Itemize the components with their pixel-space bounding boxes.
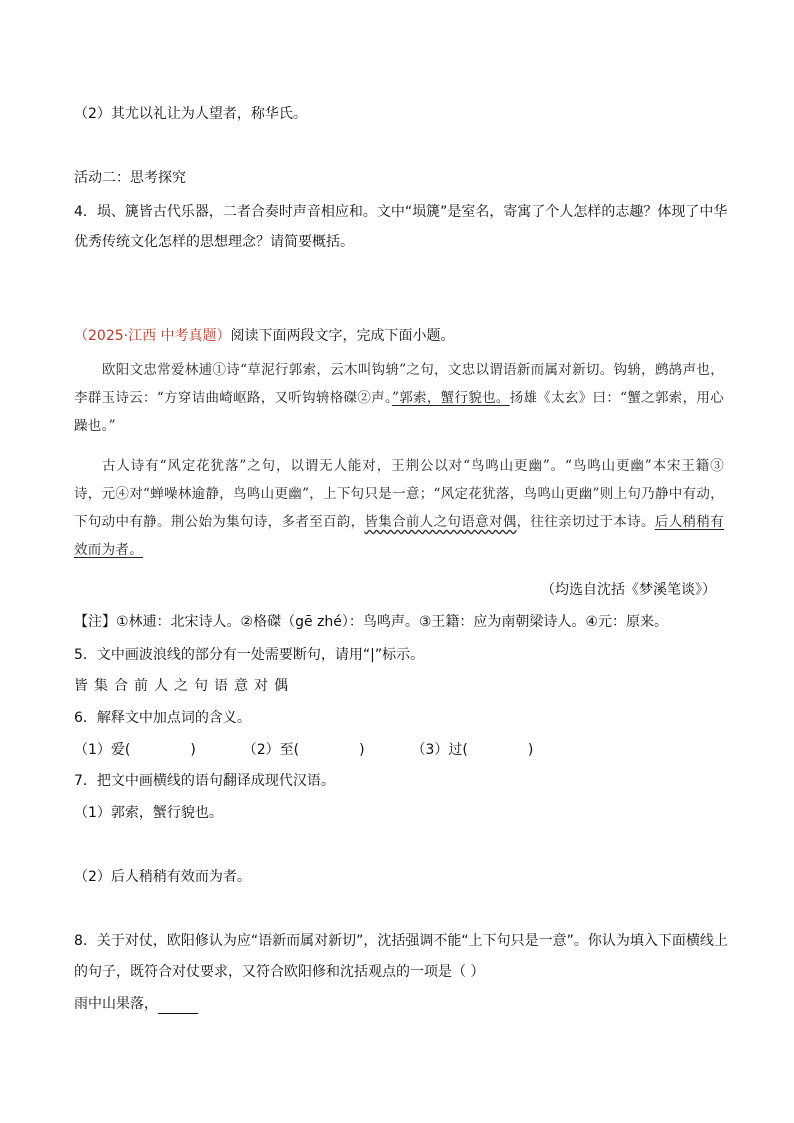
underlined-sentence-2: 后人稍稍有效而为者。 <box>74 514 725 558</box>
question-8-line-3 <box>74 994 198 1014</box>
passage-2-text-a: 古人诗有“风定花犹落”之句，以谓无人能对，王荆公以对“鸟鸣山更幽”。“鸟鸣山更幽”本宋王籍③诗，元④对“蝉噪林逾静，鸟鸣山更幽”，上下句只是一意；“风定花犹落，鸟鸣山更幽”则上句乃静中有动，下句动中有静。荆公始为集句诗，多者至百韵， <box>74 458 724 530</box>
question-4-line-1: 4．埙、篪皆古代乐器，二者合奏时声音相应和。文中“埙篪”是室名，寄寓了个人怎样的志趣？体现了中华 <box>74 204 728 220</box>
question-6-items: （1）爱( ) （2）至( ) （3）过( ) <box>74 742 534 758</box>
passage-1-text-b: 扬雄《太玄》曰：“蟹之郭索，用心躁也。” <box>74 390 724 434</box>
question-item-2: （2）其尤以礼让为人望者，称华氏。 <box>74 106 307 122</box>
question-7-item-2: （2）后人稍稍有效而为者。 <box>74 869 251 885</box>
question-5-sentence: 皆集合前人之句语意对偶 <box>74 678 294 694</box>
passage-paragraph-2 <box>74 452 724 564</box>
activity-title: 活动二：思考探究 <box>74 170 186 186</box>
reading-header <box>74 326 455 346</box>
passage-1-text-a: 欧阳文忠常爱林逋①诗“草泥行郭索，云木叫钩辀”之句，文忠以谓语新而属对新切。钩辀，鹧鸪声也，李群玉诗云：“方穿诘曲崎岖路，又听钩辀格磔②声。 <box>74 362 724 406</box>
attribution: （均选自沈括《梦溪笔谈》） <box>541 582 716 598</box>
passage-2-text-b: ，往往亲切过于本诗。 <box>516 514 655 530</box>
wavy-underlined-sentence: 皆集合前人之句语意对偶 <box>364 514 517 530</box>
passage-paragraph-1 <box>74 356 724 440</box>
question-7: 7．把文中画横线的语句翻译成现代汉语。 <box>74 773 335 789</box>
reading-intro: 阅读下面两段文字，完成下面小题。 <box>230 328 455 344</box>
passage <box>74 356 724 564</box>
q6-item-3: （3）过( <box>411 742 468 758</box>
question-7-item-1: （1）郭索，蟹行貌也。 <box>74 805 223 821</box>
underlined-sentence-1: ”郭索，蟹行貌也。 <box>392 390 510 406</box>
question-8-line-2: 的句子，既符合对仗要求，又符合欧阳修和沈括观点的一项是（ ） <box>74 964 485 980</box>
question-8-line-1: 8．关于对仗，欧阳修认为应“语新而属对新切”，沈括强调不能“上下句只是一意”。你认为填入下面横线上 <box>74 933 728 949</box>
question-6: 6．解释文中加点词的含义。 <box>74 710 251 726</box>
q6-item-2: （2）至( <box>242 742 300 758</box>
source-tag: （2025·江西 中考真题） <box>74 328 231 344</box>
question-4-line-2: 优秀传统文化怎样的思想理念？请简要概括。 <box>74 234 354 250</box>
q6-item-1: （1）爱( <box>74 742 131 758</box>
notes: 【注】①林逋：北宋诗人。②格磔（gē zhé）：鸟鸣声。③王籍：应为南朝梁诗人。④元：原来。 <box>74 614 668 630</box>
q8-prompt: 雨中山果落， <box>74 996 158 1012</box>
question-5: 5．文中画波浪线的部分有一处需要断句，请用“|”标示。 <box>74 647 425 663</box>
q8-answer-blank[interactable] <box>158 999 198 1014</box>
